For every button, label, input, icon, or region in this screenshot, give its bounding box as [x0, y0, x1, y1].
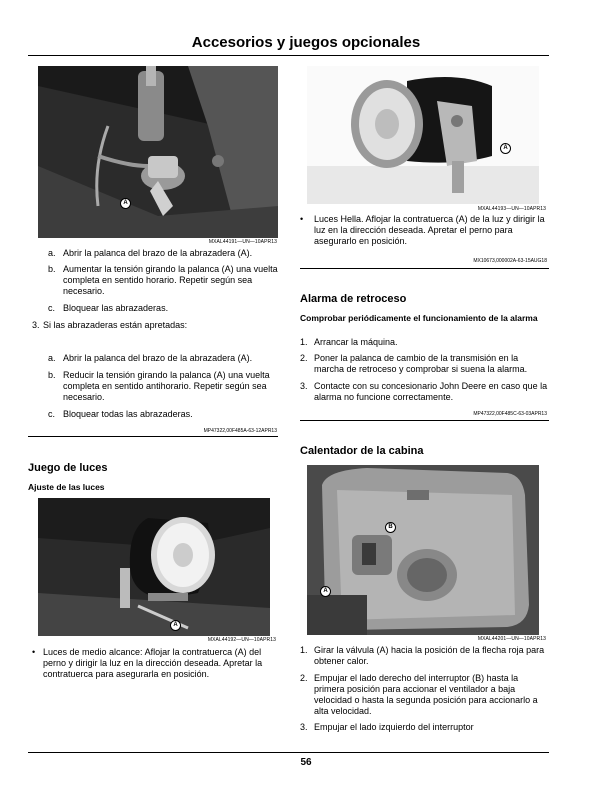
list-item: • Luces Hella. Aflojar la contratuerca (A) de la luz y dirigir la luz en la dirección deseada. Apretar el perno para asegurarlo en posición.	[300, 214, 545, 246]
work-light-illustration	[38, 498, 270, 636]
sub-heading: Comprobar periódicamente el funcionamiento de la alarma	[300, 313, 538, 323]
list-item: a. Abrir la palanca del brazo de la abrazadera (A).	[48, 248, 253, 258]
clamp-lever-photo	[38, 66, 278, 238]
list-item: • Luces de medio alcance: Aflojar la contratuerca (A) del perno y dirigir la luz en la dirección deseada. Apretar la contratuerca para asegurarla en posición.	[32, 647, 263, 679]
reference-code: MP47322,00F485A-63-12APR13	[203, 428, 277, 434]
callout-a: A	[170, 620, 181, 631]
list-item: c. Bloquear todas las abrazaderas.	[48, 409, 193, 419]
cab-heater-illustration	[307, 465, 539, 635]
photo-caption: MXAL44201—UN—10APR13	[477, 636, 546, 642]
list-item: b. Aumentar la tensión girando la palanca (A) una vuelta completa en sentido horario. Repetir según sea necesario.	[48, 264, 278, 296]
photo-caption: MXAL44193—UN—10APR13	[477, 206, 546, 212]
section-rule	[300, 268, 549, 269]
list-item: a. Abrir la palanca del brazo de la abrazadera (A).	[48, 353, 253, 363]
photo-caption: MXAL44192—UN—10APR13	[207, 637, 276, 643]
clamp-lever-illustration	[38, 66, 278, 238]
footer-rule	[28, 752, 549, 753]
callout-a: A	[320, 586, 331, 597]
list-item: b. Reducir la tensión girando la palanca (A) una vuelta completa en sentido antihorario. Repetir según sea necesario.	[48, 370, 270, 402]
list-item: 3. Contacte con su concesionario John Deere en caso que la alarma no funcione correctamente.	[300, 381, 548, 402]
reference-code: MX10673,000002A-63-15AUG18	[473, 258, 547, 264]
hella-light-illustration	[307, 66, 539, 204]
section-heading: Alarma de retroceso	[300, 293, 407, 305]
page-number: 56	[300, 757, 312, 768]
callout-a: A	[120, 198, 131, 209]
page-title: Accesorios y juegos opcionales	[191, 34, 421, 51]
list-item: 3. Si las abrazaderas están apretadas:	[32, 320, 188, 330]
section-heading: Calentador de la cabina	[300, 445, 424, 457]
sub-heading: Ajuste de las luces	[28, 482, 105, 492]
list-item: c. Bloquear las abrazaderas.	[48, 303, 169, 313]
list-item: 1. Girar la válvula (A) hacia la posición de la flecha roja para obtener calor.	[300, 645, 545, 666]
section-rule	[300, 420, 549, 421]
hella-light-photo	[307, 66, 539, 204]
photo-caption: MXAL44191—UN—10APR13	[208, 239, 277, 245]
list-item: 2. Poner la palanca de cambio de la transmisión en la marcha de retroceso y comprobar si suena la alarma.	[300, 353, 528, 374]
callout-b: B	[385, 522, 396, 533]
section-heading: Juego de luces	[28, 462, 108, 474]
cab-heater-photo	[307, 465, 539, 635]
reference-code: MP47322,00F485C-63-03APR13	[473, 411, 547, 417]
list-item: 1. Arrancar la máquina.	[300, 337, 398, 347]
title-rule	[28, 55, 549, 56]
list-item: 2. Empujar el lado derecho del interruptor (B) hasta la primera posición para accionar el ventilador a baja velocidad o hasta la segunda posición para accionarlo a alta velocidad.	[300, 673, 538, 716]
callout-a: A	[500, 143, 511, 154]
work-light-photo	[38, 498, 270, 636]
section-rule	[28, 436, 278, 437]
list-item: 3. Empujar el lado izquierdo del interruptor	[300, 722, 474, 732]
